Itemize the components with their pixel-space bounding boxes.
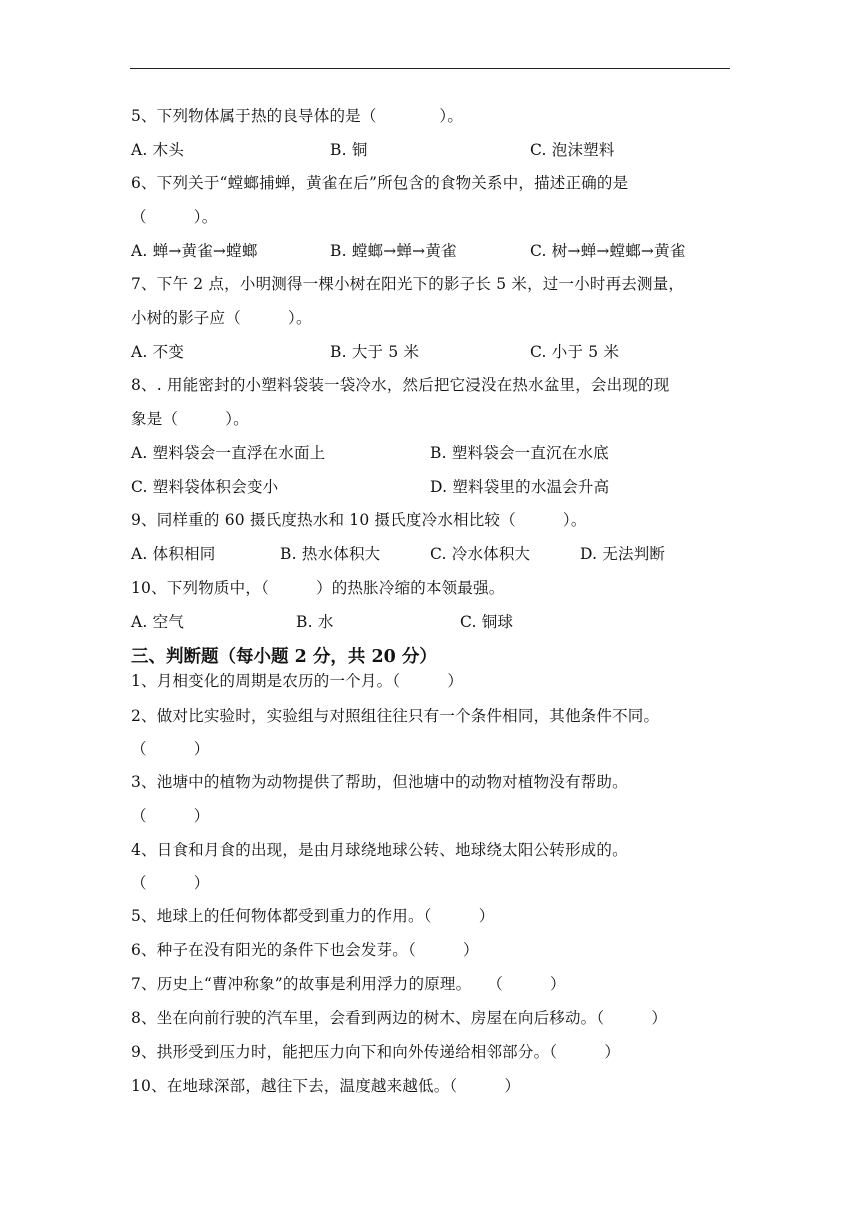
judge-q4: 4、日食和月食的出现，是由月球绕地球公转、地球绕太阳公转形成的。: [131, 841, 628, 859]
judge-q6: 6、种子在没有阳光的条件下也会发芽。（ ）: [131, 941, 479, 959]
q5-option-c[interactable]: C. 泡沫塑料: [530, 141, 615, 159]
judge-q7: 7、历史上“曹冲称象”的故事是利用浮力的原理。 （ ）: [131, 975, 566, 993]
q8-option-d[interactable]: D. 塑料袋里的水温会升高: [430, 478, 610, 496]
q7-stem-line1: 7、下午 2 点，小明测得一棵小树在阳光下的影子长 5 米，过一小时再去测量，: [131, 275, 685, 293]
q6-option-b[interactable]: B. 螳螂→蝉→黄雀: [330, 242, 457, 260]
judge-q10: 10、在地球深部，越往下去，温度越来越低。（ ）: [131, 1077, 521, 1095]
q10-option-c[interactable]: C. 铜球: [460, 613, 514, 631]
q8-option-c[interactable]: C. 塑料袋体积会变小: [131, 478, 279, 496]
q9-option-b[interactable]: B. 热水体积大: [280, 545, 381, 563]
q5-stem: 5、下列物体属于热的良导体的是（ ）。: [131, 107, 464, 125]
header-rule: [130, 68, 730, 69]
q8-option-b[interactable]: B. 塑料袋会一直沉在水底: [430, 444, 609, 462]
q8-stem-line1: 8、. 用能密封的小塑料袋装一袋冷水，然后把它浸没在热水盆里，会出现的现: [131, 376, 670, 394]
q8-stem-line2: 象是（ ）。: [131, 410, 249, 428]
q10-option-b[interactable]: B. 水: [296, 613, 334, 631]
q10-stem: 10、下列物质中，（ ）的热胀冷缩的本领最强。: [131, 579, 505, 597]
q8-option-a[interactable]: A. 塑料袋会一直浮在水面上: [131, 444, 326, 462]
q9-option-a[interactable]: A. 体积相同: [131, 545, 216, 563]
judge-q2: 2、做对比实验时，实验组与对照组往往只有一个条件相同，其他条件不同。: [131, 707, 660, 725]
judge-q2-blank[interactable]: （ ）: [131, 740, 210, 758]
q6-option-c[interactable]: C. 树→蝉→螳螂→黄雀: [530, 242, 686, 260]
q6-stem-line2: （ ）。: [131, 208, 218, 226]
q5-option-a[interactable]: A. 木头: [131, 141, 185, 159]
q6-option-a[interactable]: A. 蝉→黄雀→螳螂: [131, 242, 258, 260]
q7-option-a[interactable]: A. 不变: [131, 343, 185, 361]
q7-option-b[interactable]: B. 大于 5 米: [330, 343, 420, 361]
judge-q3-blank[interactable]: （ ）: [131, 807, 210, 825]
q9-option-c[interactable]: C. 冷水体积大: [430, 545, 531, 563]
q9-option-d[interactable]: D. 无法判断: [580, 545, 666, 563]
q10-option-a[interactable]: A. 空气: [131, 613, 185, 631]
judge-q1: 1、月相变化的周期是农历的一个月。（ ）: [131, 672, 464, 690]
q7-option-c[interactable]: C. 小于 5 米: [530, 343, 620, 361]
judge-q3: 3、池塘中的植物为动物提供了帮助，但池塘中的动物对植物没有帮助。: [131, 773, 628, 791]
judge-q4-blank[interactable]: （ ）: [131, 874, 210, 892]
q9-stem: 9、同样重的 60 摄氏度热水和 10 摄氏度冷水相比较（ ）。: [131, 511, 587, 529]
judge-q9: 9、拱形受到压力时，能把压力向下和向外传递给相邻部分。（ ）: [131, 1043, 621, 1061]
q7-stem-line2: 小树的影子应（ ）。: [131, 309, 312, 327]
judge-q8: 8、坐在向前行驶的汽车里，会看到两边的树木、房屋在向后移动。（ ）: [131, 1009, 668, 1027]
judge-q5: 5、地球上的任何物体都受到重力的作用。（ ）: [131, 907, 495, 925]
q6-stem-line1: 6、下列关于“螳螂捕蝉，黄雀在后”所包含的食物关系中，描述正确的是: [131, 174, 629, 192]
q5-option-b[interactable]: B. 铜: [330, 141, 368, 159]
section-heading-judgement: 三、判断题（每小题 2 分，共 20 分）: [131, 647, 437, 667]
